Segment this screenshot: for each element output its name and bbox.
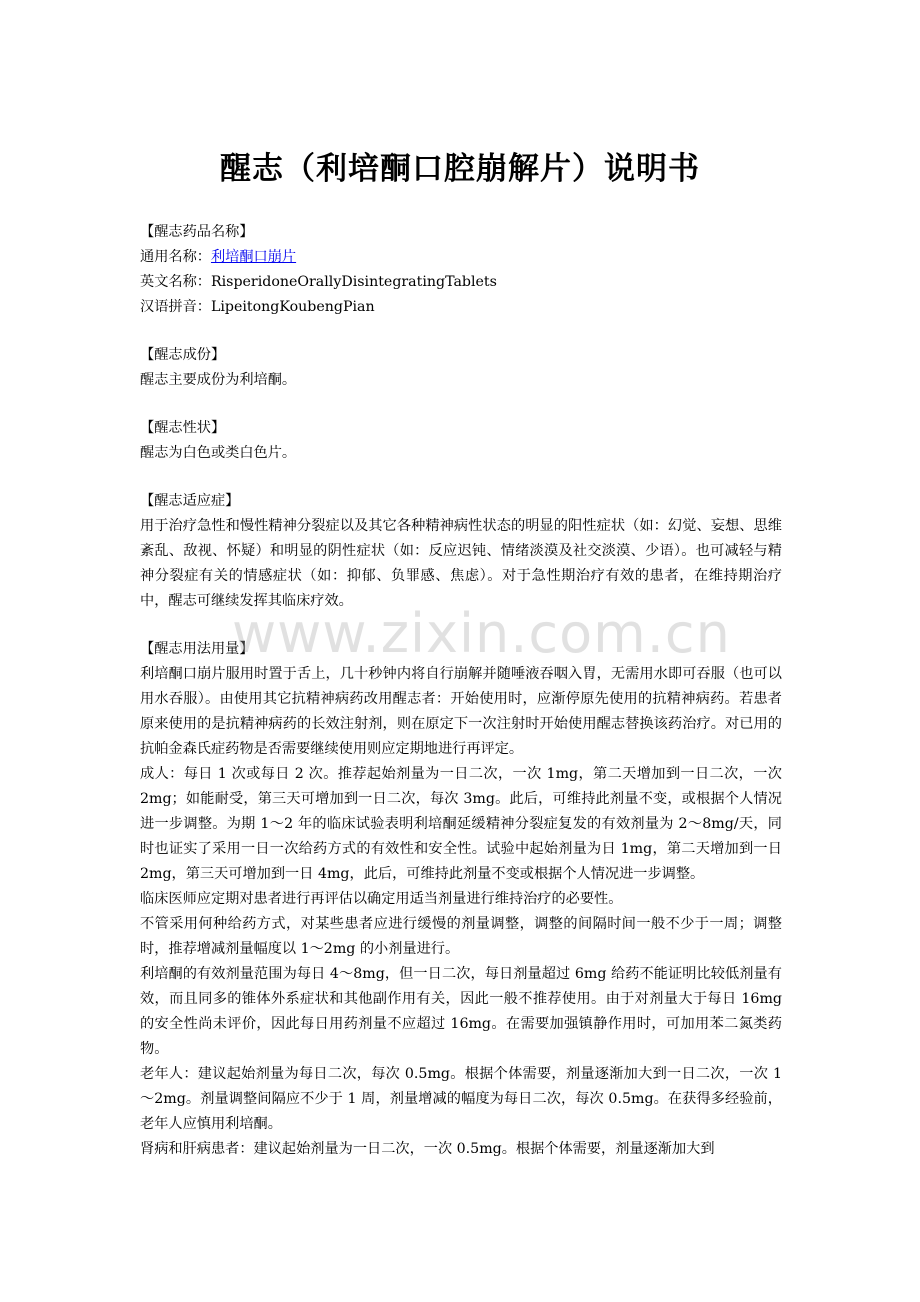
section-heading-name: 【醒志药品名称】 bbox=[140, 224, 254, 240]
appearance-text: 醒志为白色或类白色片。 bbox=[140, 445, 297, 461]
dosage-paragraph: 老年人：建议起始剂量为每日二次，每次 0.5mg。根据个体需要，剂量逐渐加大到一日二次，一次 1～2mg。剂量调整间隔应不少于 1 周，剂量增减的幅度为每日二次，每次 0.5mg。在获得多经验前，老年人应慎用利培酮。 bbox=[140, 1066, 782, 1132]
section-heading-appearance: 【醒志性状】 bbox=[140, 420, 226, 436]
pinyin-name: 汉语拼音：LipeitongKoubengPian bbox=[140, 299, 375, 315]
dosage-paragraph: 利培酮口崩片服用时置于舌上，几十秒钟内将自行崩解并随唾液吞咽入胃，无需用水即可吞服（也可以用水吞服）。由使用其它抗精神病药改用醒志者：开始使用时，应渐停原先使用的抗精神病药。若患者原来使用的是抗精神病药的长效注射剂，则在原定下一次注射时开始使用醒志替换该药治疗。对已用的抗帕金森氏症药物是否需要继续使用则应定期地进行再评定。 bbox=[140, 666, 782, 757]
generic-name-row bbox=[140, 245, 782, 270]
dosage-paragraph: 肾病和肝病患者：建议起始剂量为一日二次，一次 0.5mg。根据个体需要，剂量逐渐加大到 bbox=[140, 1141, 715, 1157]
section-heading-indications: 【醒志适应症】 bbox=[140, 493, 240, 509]
watermark: www.zixin.com.cn bbox=[232, 602, 731, 665]
generic-name-label: 通用名称： bbox=[140, 249, 211, 265]
section-heading-composition: 【醒志成份】 bbox=[140, 347, 226, 363]
document-body bbox=[140, 220, 782, 1162]
document-title: 醒志（利培酮口腔崩解片）说明书 bbox=[220, 151, 700, 187]
dosage-paragraph: 利培酮的有效剂量范围为每日 4～8mg，但一日二次，每日剂量超过 6mg 给药不能证明比较低剂量有效，而且同多的锥体外系症状和其他副作用有关，因此一般不推荐使用。由于对剂量大于每日 16mg 的安全性尚未评价，因此每日用药剂量不应超过 16mg。在需要加强镇静作用时，可加用苯二氮类药物。 bbox=[140, 966, 782, 1057]
dosage-paragraph: 不管采用何种给药方式，对某些患者应进行缓慢的剂量调整，调整的间隔时间一般不少于一周；调整时，推荐增减剂量幅度以 1～2mg 的小剂量进行。 bbox=[140, 916, 782, 957]
spacer bbox=[140, 466, 782, 489]
english-name: 英文名称：RisperidoneOrallyDisintegratingTablets bbox=[140, 274, 497, 290]
spacer bbox=[140, 320, 782, 343]
generic-name-link[interactable]: 利培酮口崩片 bbox=[210, 249, 297, 265]
dosage-paragraph: 临床医师应定期对患者进行再评估以确定用适当剂量进行维持治疗的必要性。 bbox=[140, 891, 623, 907]
section-heading-dosage: 【醒志用法用量】 bbox=[140, 641, 254, 657]
composition-text: 醒志主要成份为利培酮。 bbox=[140, 372, 297, 388]
spacer bbox=[140, 614, 782, 637]
spacer bbox=[140, 393, 782, 416]
indications-text: 用于治疗急性和慢性精神分裂症以及其它各种精神病性状态的明显的阳性症状（如：幻觉、妄想、思维紊乱、敌视、怀疑）和明显的阴性症状（如：反应迟钝、情绪淡漠及社交淡漠、少语）。也可减轻与精神分裂症有关的情感症状（如：抑郁、负罪感、焦虑）。对于急性期治疗有效的患者，在维持期治疗中，醒志可继续发挥其临床疗效。 bbox=[140, 518, 782, 609]
dosage-paragraph: 成人：每日 1 次或每日 2 次。推荐起始剂量为一日二次，一次 1mg，第二天增加到一日二次，一次 2mg；如能耐受，第三天可增加到一日二次，每次 3mg。此后，可维持此剂量不变，或根据个人情况进一步调整。为期 1～2 年的临床试验表明利培酮延缓精神分裂症复发的有效剂量为 2～8mg/天，同时也证实了采用一日一次给药方式的有效性和安全性。试验中起始剂量为日 1mg，第二天增加到一日 2mg，第三天可增加到一日 4mg，此后，可维持此剂量不变或根据个人情况进一步调整。 bbox=[140, 766, 782, 882]
